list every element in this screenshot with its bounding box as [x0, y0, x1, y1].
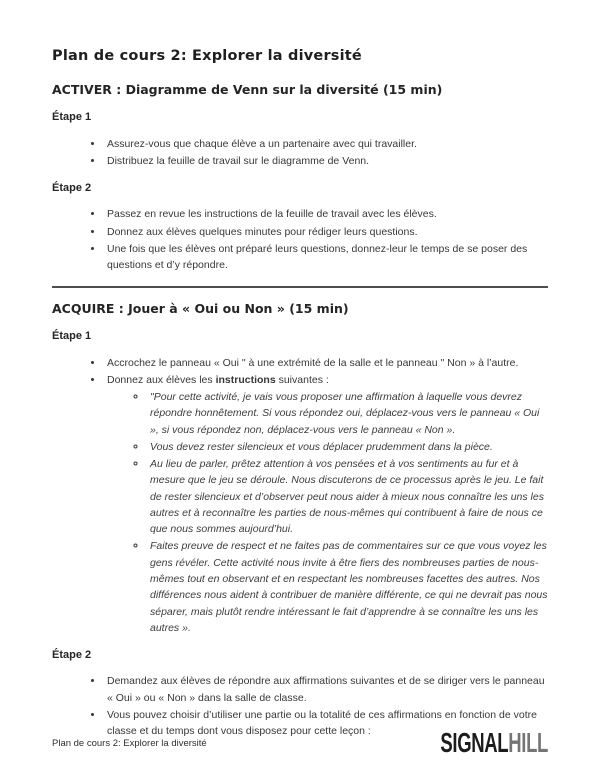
- bullet-item: • Assurez-vous que chaque élève a un partenaire avec qui travailler.: [104, 136, 548, 152]
- sub-bullet-item: ◦ Vous devez rester silencieux et vous déplacer prudemment dans la pièce.: [147, 439, 548, 455]
- instructions-text-bold: instructions: [215, 373, 276, 386]
- section-heading-acquire: ACQUIRE : Jouer à « Oui ou Non » (15 min): [52, 301, 349, 317]
- footer-page-label: Plan de cours 2: Explorer la diversité: [52, 737, 207, 749]
- acquire-script-list: [107, 389, 548, 636]
- section-divider: [52, 286, 548, 288]
- sub-bullet-item: ◦ Au lieu de parler, prêtez attention à vos pensées et à vos sentiments au fur et à mesure que le jeu se déroule. Nous discuterons de ce processus après le jeu. Le fait de rester silencieux et d’observer peut nous aider à mieux nous connaître les uns les autres et à reconnaître les parties de nous-mêmes qui contribuent à faire de nous ce que nous sommes aujourd’hui.: [147, 456, 548, 537]
- activer-etape1-label: Étape 1: [52, 111, 92, 124]
- bullet-item: • Passez en revue les instructions de la feuille de travail avec les élèves.: [104, 206, 548, 222]
- acquire-etape2-label: Étape 2: [52, 649, 92, 662]
- section-heading-activer: ACTIVER : Diagramme de Venn sur la diversité (15 min): [52, 82, 443, 98]
- logo-text-hill: HILL: [508, 727, 548, 758]
- page-title: Plan de cours 2: Explorer la diversité: [52, 48, 362, 64]
- logo-text-signal: SIGNAL: [440, 727, 509, 758]
- activer-etape1-list: [52, 136, 548, 170]
- sub-bullet-item: ◦ Faites preuve de respect et ne faites pas de commentaires sur ce que vous voyez les gens révéler. Cette activité nous invite à être fiers des nombreuses parties de nous-mêmes tout en observant et en respectant les nombreuses facettes des autres. Nos différences nous aident à contribuer de manière différente, ce qui ne devrait pas nous séparer, mais plutôt rendre intéressant le fait d’apprendre à se connaître les uns les autres ».: [147, 538, 548, 636]
- bullet-item: • Donnez aux élèves quelques minutes pour rédiger leurs questions.: [104, 224, 548, 240]
- instructions-text-suffix: suivantes :: [275, 373, 329, 386]
- instructions-text-prefix: Donnez aux élèves les: [107, 373, 216, 386]
- bullet-item-instructions: [104, 372, 548, 636]
- acquire-etape1-label: Étape 1: [52, 330, 92, 343]
- bullet-item: • Une fois que les élèves ont préparé leurs questions, donnez-leur le temps de se poser des questions et d’y répondre.: [104, 241, 548, 274]
- sub-bullet-item: ◦ "Pour cette activité, je vais vous proposer une affirmation à laquelle vous devrez répondre honnêtement. Si vous répondez oui, déplacez-vous vers le panneau « Oui », si vous répondez non, déplacez-vous vers le panneau « Non ».: [147, 389, 548, 438]
- acquire-etape1-list: [52, 355, 548, 637]
- activer-etape2-label: Étape 2: [52, 182, 92, 195]
- bullet-item: • Accrochez le panneau « Oui " à une extrémité de la salle et le panneau " Non » à l’autre.: [104, 355, 548, 371]
- activer-etape2-list: [52, 206, 548, 273]
- bullet-item: • Distribuez la feuille de travail sur le diagramme de Venn.: [104, 153, 548, 169]
- signalhill-logo: [440, 729, 548, 757]
- bullet-item: • Vous pouvez choisir d’utiliser une partie ou la totalité de ces affirmations en fonction de votre classe et du temps dont vous disposez pour cette leçon :: [104, 707, 548, 740]
- bullet-item: • Demandez aux élèves de répondre aux affirmations suivantes et de se diriger vers le panneau « Oui » ou « Non » dans la salle de classe.: [104, 673, 548, 706]
- page-footer: [52, 722, 548, 764]
